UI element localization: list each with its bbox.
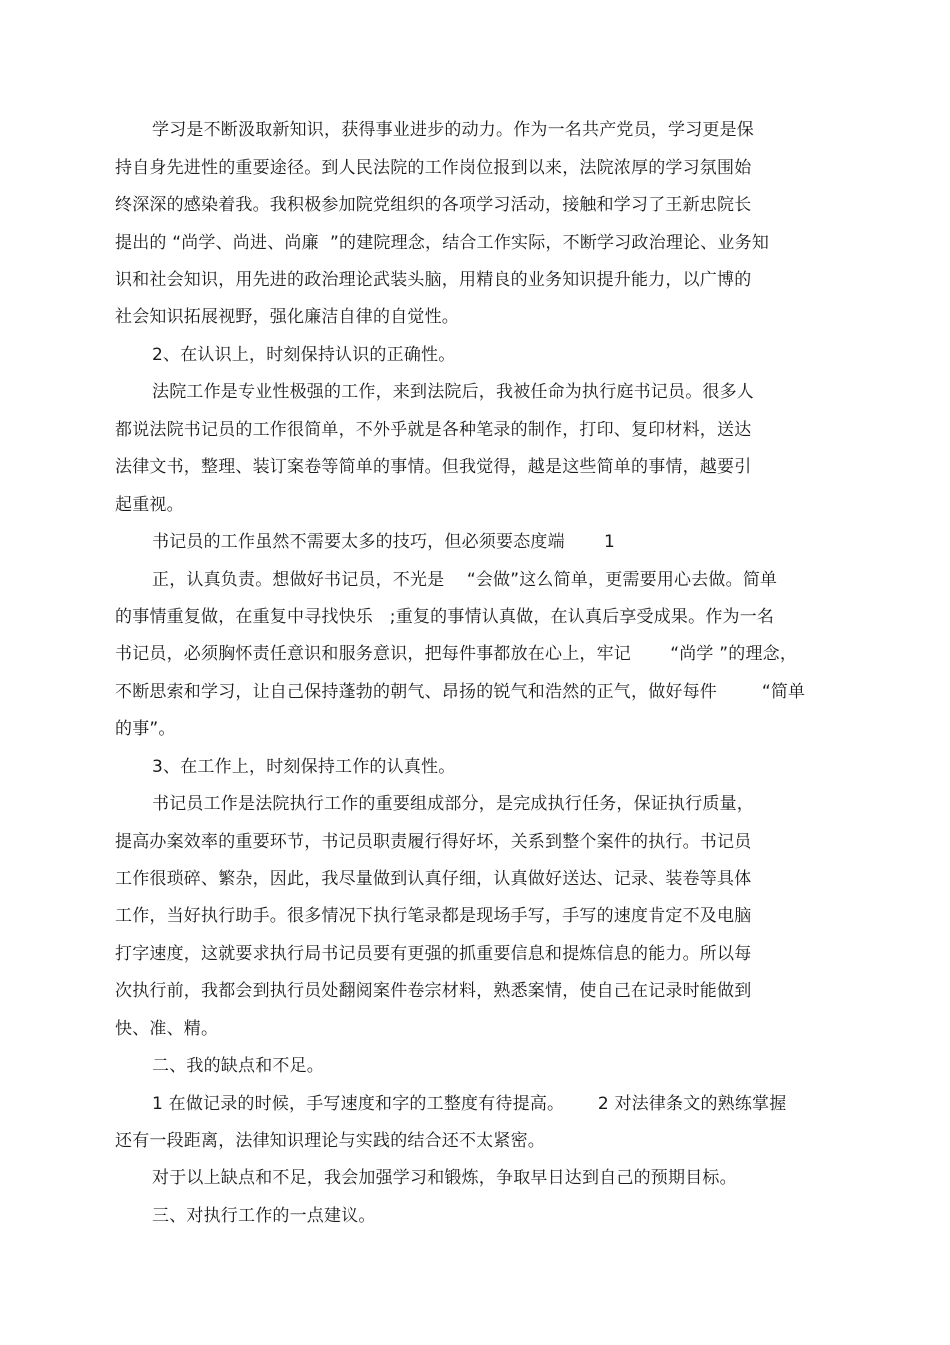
text-line: 提高办案效率的重要环节，书记员职责履行得好坏，关系到整个案件的执行。书记员	[115, 832, 752, 852]
text-line: 1 在做记录的时候，手写速度和字的工整度有待提高。 2 对法律条文的熟练掌握	[152, 1094, 787, 1114]
text-line: 不断思索和学习，让自己保持蓬勃的朝气、昂扬的锐气和浩然的正气，做好每件 “简单	[115, 682, 806, 702]
text-line: 工作，当好执行助手。很多情况下执行笔录都是现场手写，手写的速度肯定不及电脑	[115, 906, 752, 926]
text-line: 学习是不断汲取新知识，获得事业进步的动力。作为一名共产党员，学习更是保	[152, 120, 754, 140]
section-heading: 3、在工作上，时刻保持工作的认真性。	[152, 757, 456, 777]
text-line: 社会知识拓展视野，强化廉洁自律的自觉性。	[115, 307, 459, 327]
section-heading: 2、在认识上，时刻保持认识的正确性。	[152, 345, 456, 365]
text-line: 正，认真负责。想做好书记员，不光是 “会做”这么简单，更需要用心去做。简单	[152, 570, 778, 590]
text-line: 快、准、精。	[115, 1019, 219, 1039]
text-line: 的事”。	[115, 719, 176, 739]
section-heading: 二、我的缺点和不足。	[152, 1056, 324, 1076]
text-line: 起重视。	[115, 495, 184, 515]
text-line: 还有一段距离，法律知识理论与实践的结合还不太紧密。	[115, 1131, 545, 1151]
text-line: 都说法院书记员的工作很简单，不外乎就是各种笔录的制作，打印、复印材料，送达	[115, 420, 752, 440]
text-line: 书记员，必须胸怀责任意识和服务意识，把每件事都放在心上，牢记 “尚学 ”的理念，	[115, 644, 798, 664]
text-line: 打字速度，这就要求执行局书记员要有更强的抓重要信息和提炼信息的能力。所以每	[115, 944, 752, 964]
text-line: 终深深的感染着我。我积极参加院党组织的各项学习活动，接触和学习了王新忠院长	[115, 195, 752, 215]
section-heading: 三、对执行工作的一点建议。	[152, 1206, 376, 1226]
text-line: 识和社会知识，用先进的政治理论武装头脑，用精良的业务知识提升能力，以广博的	[115, 270, 752, 290]
text-line: 工作很琐碎、繁杂，因此，我尽量做到认真仔细，认真做好送达、记录、装卷等具体	[115, 869, 752, 889]
text-line: 的事情重复做，在重复中寻找快乐 ;重复的事情认真做，在认真后享受成果。作为一名	[115, 607, 775, 627]
text-line: 法律文书，整理、装订案卷等简单的事情。但我觉得，越是这些简单的事情，越要引	[115, 457, 752, 477]
text-line: 法院工作是专业性极强的工作，来到法院后，我被任命为执行庭书记员。很多人	[152, 382, 754, 402]
text-line: 对于以上缺点和不足，我会加强学习和锻炼，争取早日达到自己的预期目标。	[152, 1168, 737, 1188]
text-line: 提出的 “尚学、尚进、尚廉 ”的建院理念，结合工作实际，不断学习政治理论、业务知	[115, 233, 770, 253]
text-line: 持自身先进性的重要途径。到人民法院的工作岗位报到以来，法院浓厚的学习氛围始	[115, 158, 752, 178]
text-line: 书记员工作是法院执行工作的重要组成部分，是完成执行任务，保证执行质量，	[152, 794, 754, 814]
text-line: 次执行前，我都会到执行员处翻阅案件卷宗材料，熟悉案情，使自己在记录时能做到	[115, 981, 752, 1001]
text-line: 书记员的工作虽然不需要太多的技巧，但必须要态度端 1	[152, 532, 616, 552]
